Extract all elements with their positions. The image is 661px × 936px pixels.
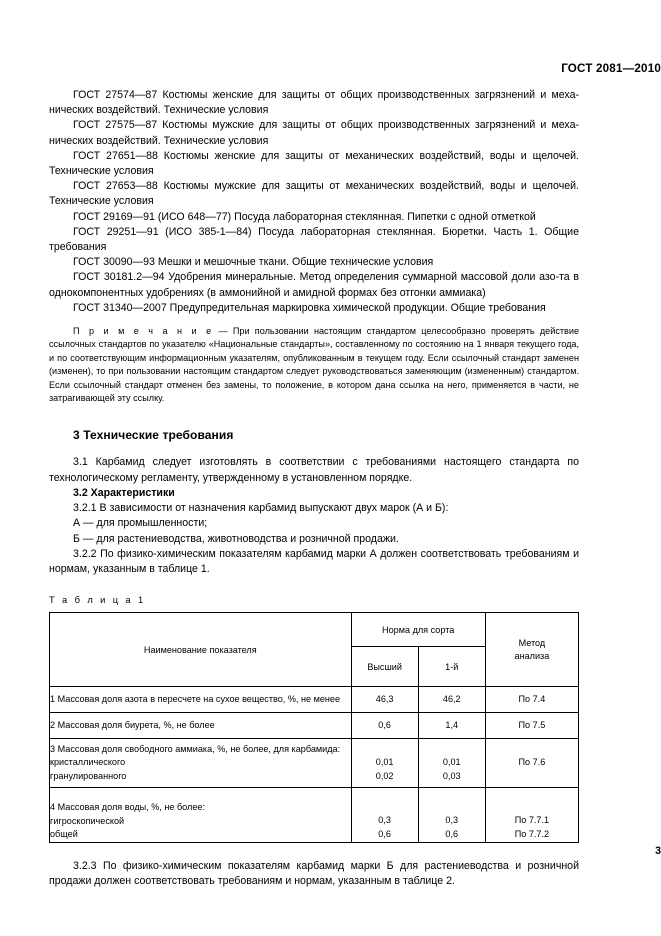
body-block xyxy=(49,88,579,889)
reference-item: ГОСТ 27653—88 Костюмы мужские для защиты от механических воздействий, воды и щелочей. Технические условия xyxy=(49,180,579,208)
row-3-indicator-sub-1: кристаллического xyxy=(50,757,126,768)
header-cell-method xyxy=(485,613,578,687)
row-2-grade-highest: 0,6 xyxy=(351,713,418,739)
table-1-head xyxy=(50,613,579,687)
clause-3-1: 3.1 Карбамид следует изготовлять в соответствии с требованиями настоящего стандарта по технологическому регламенту, утвержденному в установленном порядке. xyxy=(49,456,579,484)
row-2-method: По 7.5 xyxy=(485,713,578,739)
row-3-grade-first xyxy=(418,739,485,788)
row-1-method: По 7.4 xyxy=(485,687,578,713)
standard-number: ГОСТ 2081—2010 xyxy=(561,62,661,75)
page-number xyxy=(131,845,661,857)
clause-3-2-heading: 3.2 Характеристики xyxy=(73,486,175,499)
row-3-grade-highest xyxy=(351,739,418,788)
note-label: П р и м е ч а н и е xyxy=(73,326,214,337)
row-4-high-sub-2: 0,6 xyxy=(378,829,391,839)
reference-item: ГОСТ 27651—88 Костюмы женские для защиты от механических воздействий, воды и щелочей. Технические условия xyxy=(49,149,579,178)
row-3-first-sub-1: 0,01 xyxy=(442,757,461,768)
reference-item: ГОСТ 30090—93 Мешки и мешочные ткани. Общие технические условия xyxy=(73,256,434,269)
note-paragraph xyxy=(49,316,579,405)
clause-3-2-3: 3.2.3 По физико-химическим показателям карбамид марки Б для растениеводства и розничной продажи должен соответствовать требованиям и нормам, указанным в таблице 2. xyxy=(49,859,579,888)
row-4-method-line-1: По 7.7.1 xyxy=(514,815,550,826)
row-3-high-sub-1: 0,01 xyxy=(375,757,394,768)
reference-item: ГОСТ 31340—2007 Предупредительная маркировка химической продукции. Общие требования xyxy=(73,301,546,314)
table-1-body xyxy=(50,687,579,843)
table-row xyxy=(50,788,579,843)
table-header-row-1 xyxy=(50,613,579,647)
reference-item: ГОСТ 30181.2—94 Удобрения минеральные. Метод определения суммарной массовой доли азо-та в однокомпонентных удобрениях (в аммонийной и амидной формах без отгонки аммиака) xyxy=(49,271,579,299)
row-3-high-sub-2: 0,02 xyxy=(375,770,394,781)
row-3-method: По 7.6 xyxy=(485,739,578,788)
reference-item: ГОСТ 29169—91 (ИСО 648—77) Посуда лабораторная стеклянная. Пипетки с одной отметкой xyxy=(73,210,536,223)
row-4-indicator-main: 4 Массовая доля воды, %, не более: xyxy=(50,802,205,813)
row-4-indicator-sub-2: общей xyxy=(50,829,78,840)
row-2-indicator: 2 Массовая доля биурета, %, не более xyxy=(50,713,352,739)
clause-3-2-1: 3.2.1 В зависимости от назначения карбамид выпускают двух марок (А и Б): xyxy=(73,502,449,515)
row-4-grade-first xyxy=(418,788,485,843)
header-cell-grade-first: 1-й xyxy=(418,647,485,687)
grade-b-description: Б — для растениеводства, животноводства и розничной продажи. xyxy=(73,532,399,545)
caption-spacer xyxy=(49,605,579,612)
table-row xyxy=(50,739,579,788)
row-3-first-sub-2: 0,03 xyxy=(442,770,461,781)
row-4-indicator xyxy=(50,788,352,843)
row-1-grade-first: 46,2 xyxy=(418,687,485,713)
row-4-indicator-sub-1: гигроскопической xyxy=(50,815,125,826)
section-heading-3: 3 Технические требования xyxy=(73,428,234,443)
table-1-caption: Т а б л и ц а 1 xyxy=(49,595,146,606)
header-cell-grade-highest: Высший xyxy=(351,647,418,687)
table-spacer xyxy=(49,577,579,595)
heading-spacer xyxy=(49,442,579,455)
row-4-first-sub-1: 0,3 xyxy=(445,815,459,826)
reference-item: ГОСТ 27575—87 Костюмы мужские для защиты от общих производственных загрязнений и меха-нических воздействий. Технические условия xyxy=(49,119,579,147)
table-row xyxy=(50,687,579,713)
row-4-high-sub-1: 0,3 xyxy=(378,815,391,826)
reference-item: ГОСТ 29251—91 (ИСО 385-1—84) Посуда лабораторная стеклянная. Бюретки. Часть 1. Общие требования xyxy=(49,225,579,254)
header-method-line-2: анализа xyxy=(514,650,550,661)
note-text: — При пользовании настоящим стандартом целесообразно проверять действие ссылочных стандартов по указателю «Национальные стандарты», составленному по состоянию на 1 января текущего года, и по соответствующим информационным указателям, опубликованным в текущем году. Если ссылочный стандарт заменен (изменен), то при пользовании настоящим стандартом следует руководствоваться заменяющим (измененным) стандартом. Если ссылочный стандарт отменен без замены, то положение, в котором дана ссылка на него, применяется в части, не затрагивающей эту ссылку. xyxy=(49,326,580,404)
normative-references-list xyxy=(49,88,579,316)
row-1-indicator: 1 Массовая доля азота в пересчете на сухое вещество, %, не менее xyxy=(50,687,352,713)
row-4-first-sub-2: 0,6 xyxy=(445,829,459,839)
row-3-indicator xyxy=(50,739,352,788)
header-cell-indicator-name: Наименование показателя xyxy=(50,613,352,687)
row-4-grade-highest xyxy=(351,788,418,843)
table-row xyxy=(50,713,579,739)
row-3-indicator-sub-2: гранулированного xyxy=(50,770,127,781)
page-number-value: 3 xyxy=(655,845,661,857)
row-2-grade-first: 1,4 xyxy=(418,713,485,739)
header-cell-norm-group: Норма для сорта xyxy=(351,613,485,647)
table-1 xyxy=(49,612,579,843)
running-header xyxy=(131,62,661,75)
grade-a-description: А — для промышленности; xyxy=(73,517,208,530)
row-4-method xyxy=(485,788,578,843)
row-3-indicator-main: 3 Массовая доля свободного аммиака, %, не более, для карбамида: xyxy=(50,743,341,754)
header-method-line-1: Метод xyxy=(518,637,546,648)
row-1-grade-highest: 46,3 xyxy=(351,687,418,713)
clause-3-2-2: 3.2.2 По физико-химическим показателям карбамид марки А должен соответствовать требованиям и нормам, указанным в таблице 1. xyxy=(49,547,579,575)
row-4-method-line-2: По 7.7.2 xyxy=(514,829,550,839)
reference-item: ГОСТ 27574—87 Костюмы женские для защиты от общих производственных загрязнений и меха-нических воздействий. Технические условия xyxy=(49,89,579,117)
